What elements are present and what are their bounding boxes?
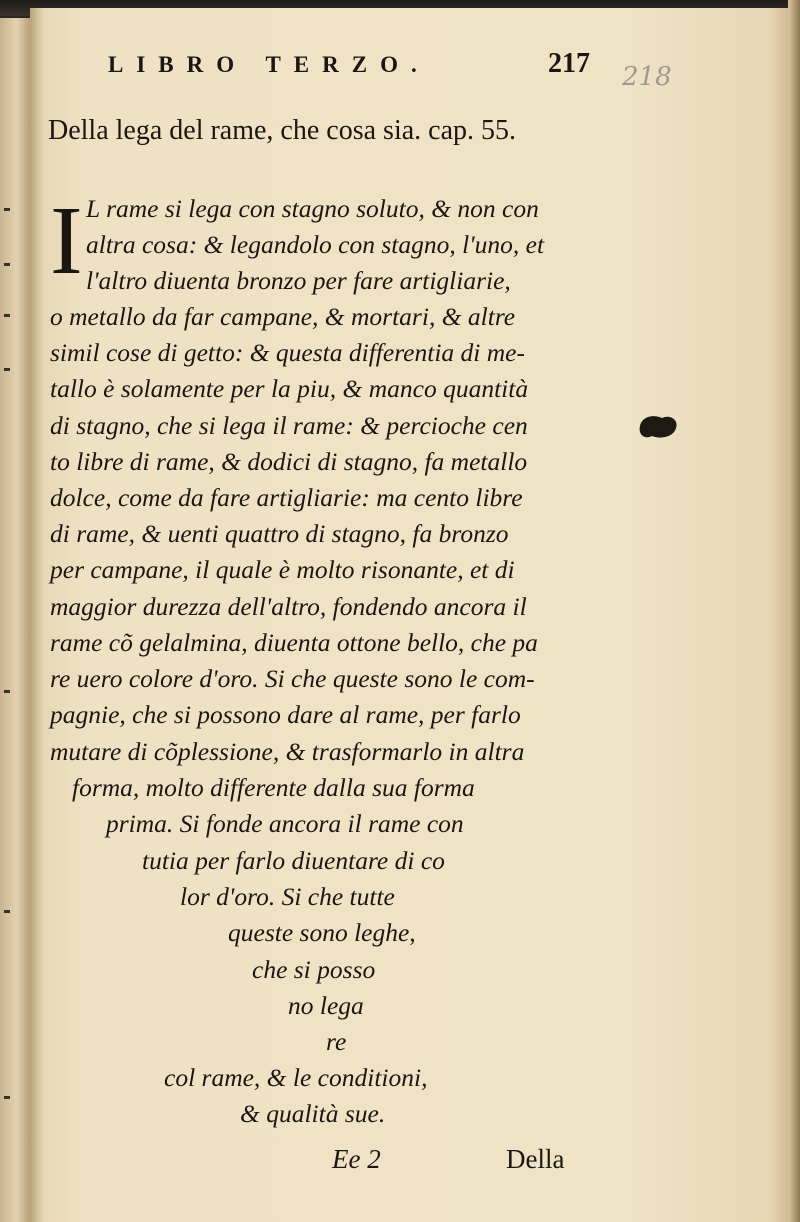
page-number: 217	[548, 48, 590, 79]
catchword: Della	[506, 1144, 565, 1174]
text-line: di rame, & uenti quattro di stagno, fa bronzo	[50, 519, 509, 548]
text-line: di stagno, che si lega il rame: & percioche cen	[50, 411, 528, 440]
text-line: queste sono leghe,	[228, 918, 416, 947]
text-line: re uero colore d'oro. Si che queste sono le com-	[50, 664, 535, 693]
facing-page-edge	[0, 18, 30, 1222]
text-line: prima. Si fonde ancora il rame con	[106, 809, 464, 838]
text-line: altra cosa: & legandolo con stagno, l'uno, et	[86, 230, 545, 259]
text-line: & qualità sue.	[240, 1099, 386, 1128]
text-line: che si posso	[252, 955, 376, 984]
facing-page-mark	[4, 368, 10, 371]
text-line: l'altro diuenta bronzo per fare artigliarie,	[86, 266, 511, 295]
page-edge	[788, 0, 800, 1222]
text-line: tallo è solamente per la piu, & manco quantità	[50, 374, 529, 403]
text-line: to libre di rame, & dodici di stagno, fa metallo	[50, 447, 528, 476]
text-line: per campane, il quale è molto risonante, et di	[50, 555, 515, 584]
facing-page-mark	[4, 208, 10, 211]
text-line: pagnie, che si possono dare al rame, per farlo	[50, 700, 521, 729]
text-line: rame cõ gelalmina, diuenta ottone bello, che pa	[50, 628, 538, 657]
drop-cap: I	[50, 187, 83, 295]
ink-blot	[636, 412, 680, 442]
text-line: maggior durezza dell'altro, fondendo ancora il	[50, 592, 527, 621]
facing-page-mark	[4, 263, 10, 266]
chapter-heading: Della lega del rame, che cosa sia. cap. 55.	[48, 115, 517, 146]
text-line: o metallo da far campane, & mortari, & altre	[50, 302, 516, 331]
text-line: no lega	[288, 991, 364, 1020]
text-line: L rame si lega con stagno soluto, & non con	[86, 194, 539, 223]
text-line: lor d'oro. Si che tutte	[180, 882, 395, 911]
text-line: col rame, & le conditioni,	[164, 1063, 428, 1092]
text-line: simil cose di getto: & questa differentia di me-	[50, 338, 525, 367]
text-line: re	[326, 1027, 347, 1056]
pencil-folio-annotation: 218	[622, 62, 672, 92]
facing-page-mark	[4, 314, 10, 317]
facing-page-mark	[4, 910, 10, 913]
facing-page-mark	[4, 1096, 10, 1099]
text-line: forma, molto differente dalla sua forma	[72, 773, 475, 802]
text-line: dolce, come da fare artigliarie: ma cento libre	[50, 483, 523, 512]
running-head: LIBRO TERZO.	[108, 52, 430, 77]
text-line: tutia per farlo diuentare di co	[142, 846, 445, 875]
text-line: mutare di cõplessione, & trasformarlo in altra	[50, 737, 525, 766]
facing-page-mark	[4, 690, 10, 693]
signature-mark: Ee 2	[332, 1144, 381, 1174]
